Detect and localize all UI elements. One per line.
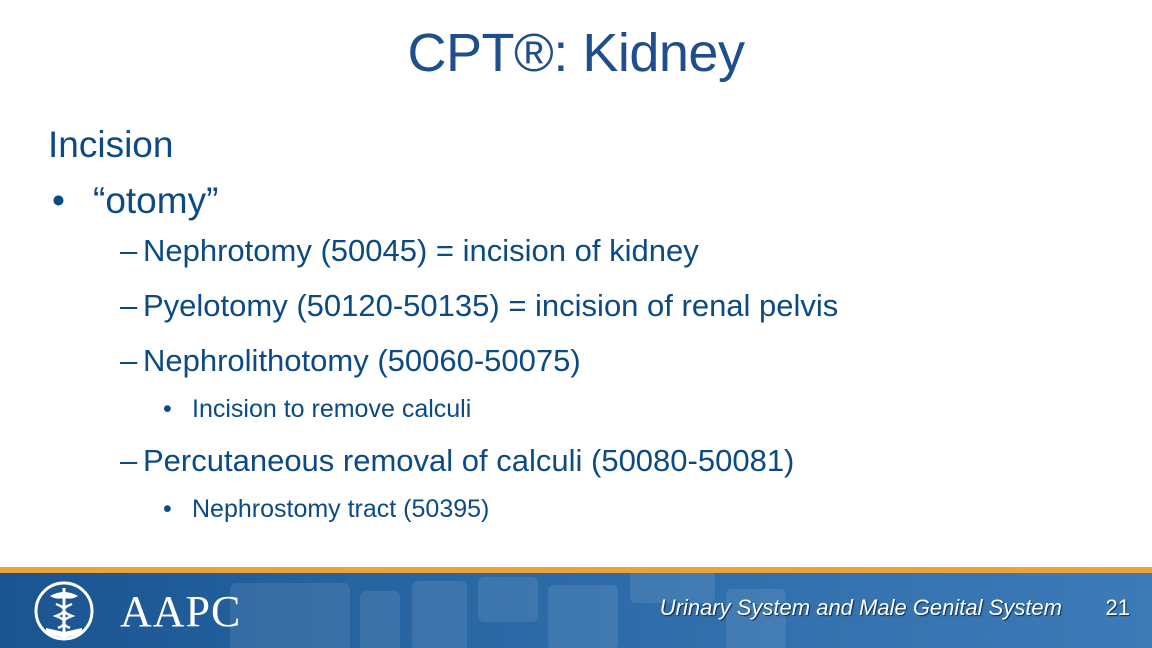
sub-sub-item-text: Incision to remove calculi (192, 395, 472, 423)
background-tile (360, 591, 400, 648)
sub-item-pyelotomy (48, 287, 1128, 325)
sub-item-nephrotomy (48, 232, 1128, 270)
background-tile (548, 585, 618, 648)
bullet-mark: • (163, 495, 172, 523)
bullet-text: “otomy” (93, 180, 219, 221)
background-tile (230, 583, 350, 648)
sub-item-text: Percutaneous removal of calculi (50080-50081) (143, 443, 795, 478)
sub-item-percutaneous-removal (48, 442, 1128, 480)
dash-mark: – (120, 288, 138, 323)
dash-mark: – (120, 343, 138, 378)
sub-item-nephrolithotomy (48, 342, 1128, 380)
footer-band (0, 573, 1152, 648)
background-tile (412, 581, 467, 648)
aapc-logo (28, 578, 242, 642)
slide-content (48, 122, 1128, 542)
sub-sub-item-text: Nephrostomy tract (50395) (192, 495, 490, 523)
caduceus-seal-icon (28, 578, 108, 642)
dash-mark: – (120, 443, 138, 478)
bullet-mark: • (52, 180, 65, 221)
section-heading: Incision (48, 124, 174, 165)
background-tile (478, 577, 538, 622)
sub-item-text: Nephrotomy (50045) = incision of kidney (143, 233, 699, 268)
sub-sub-item-incision-calculi (48, 393, 1128, 425)
slide-title: CPT®: Kidney (407, 23, 745, 83)
sub-item-text: Pyelotomy (50120-50135) = incision of renal pelvis (143, 288, 839, 323)
slide-number: 21 (1105, 595, 1130, 620)
dash-mark: – (120, 233, 138, 268)
footer-caption: Urinary System and Male Genital System (659, 595, 1062, 620)
logo-wordmark: AAPC (120, 587, 242, 636)
sub-item-text: Nephrolithotomy (50060-50075) (143, 343, 581, 378)
bullet-mark: • (163, 395, 172, 423)
sub-sub-item-nephrostomy-tract (48, 493, 1128, 525)
bullet-item (48, 178, 1128, 224)
